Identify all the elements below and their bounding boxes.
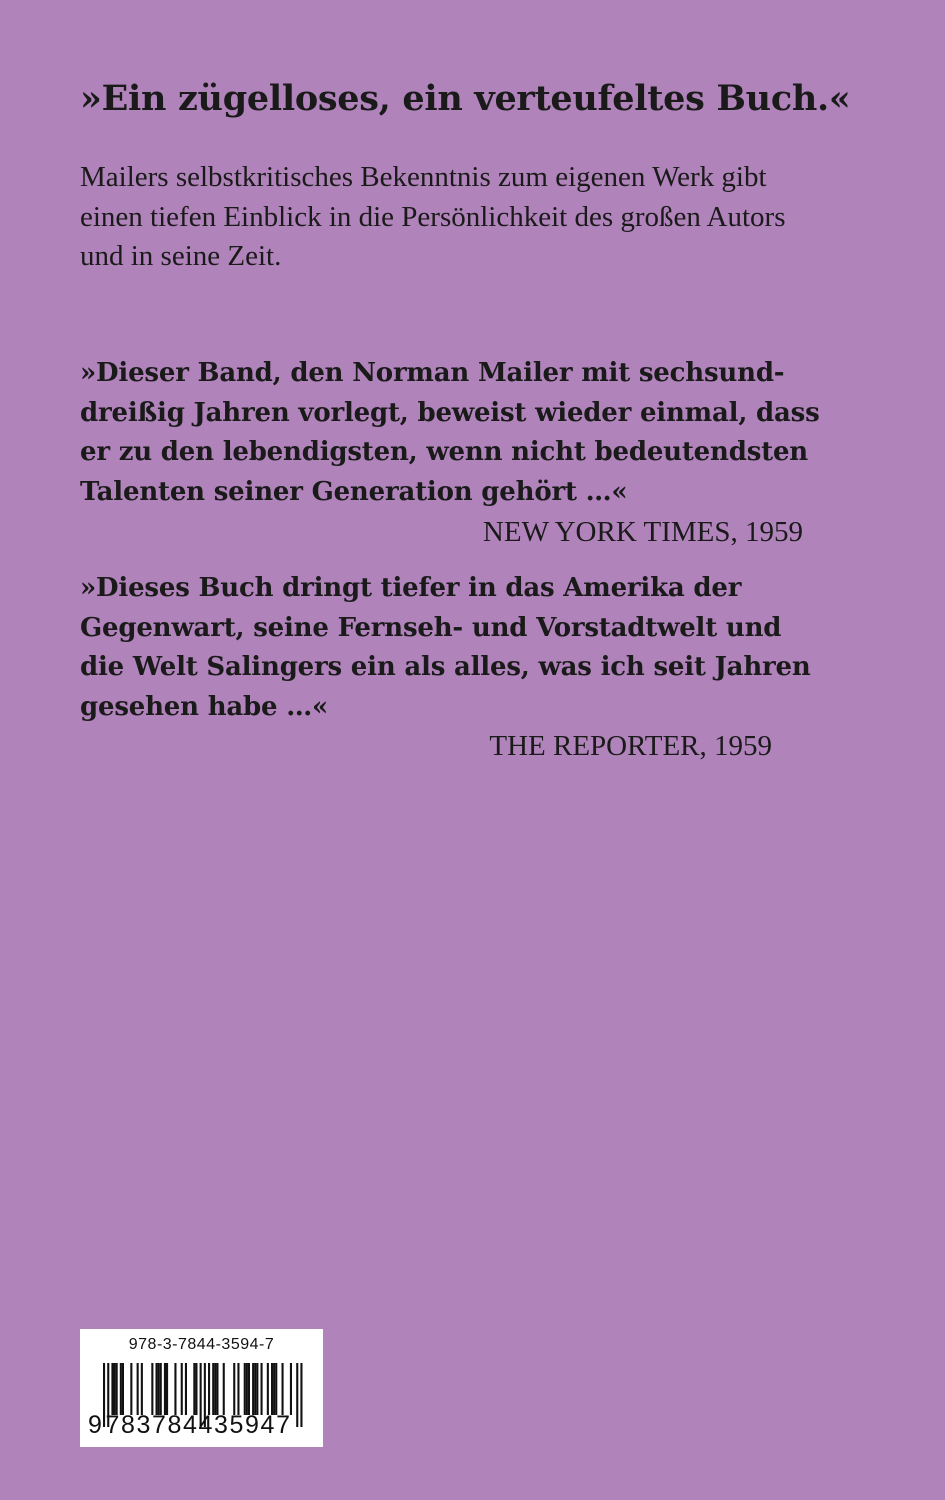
barcode-bar xyxy=(244,1363,246,1415)
isbn-barcode xyxy=(80,1329,323,1447)
barcode-bar xyxy=(300,1363,302,1427)
barcode-bar xyxy=(156,1363,158,1415)
barcode-bar xyxy=(122,1363,124,1415)
barcode-bar xyxy=(160,1363,162,1415)
barcode-bar xyxy=(214,1363,216,1415)
barcode-bar xyxy=(246,1363,248,1415)
barcode-bar xyxy=(185,1363,187,1415)
barcode-bar xyxy=(223,1363,225,1415)
barcode-bar xyxy=(116,1363,118,1415)
blurb-line: Mailers selbstkritisches Bekenntnis zum eigenen Werk gibt xyxy=(80,161,767,193)
quote-line: die Welt Salingers ein als alles, was ich seit Jahren xyxy=(80,652,811,682)
review-quote-1 xyxy=(80,354,840,512)
barcode-bar xyxy=(256,1363,258,1415)
barcode-bar xyxy=(267,1363,269,1415)
barcode-bar xyxy=(212,1363,214,1415)
barcode-bar xyxy=(111,1363,113,1415)
headline: »Ein zügelloses, ein verteufeltes Buch.« xyxy=(80,78,851,119)
barcode-bar xyxy=(174,1363,176,1415)
isbn-number: 978-3-7844-3594-7 xyxy=(128,1336,275,1353)
blurb-line: einen tiefen Einblick in die Persönlichkeit des großen Autors xyxy=(80,200,786,233)
barcode-bar xyxy=(296,1363,298,1427)
barcode-bar xyxy=(282,1363,284,1415)
barcode-bar xyxy=(181,1363,183,1415)
quote-line: Talenten seiner Generation gehört …« xyxy=(80,476,628,507)
quote-line: dreißig Jahren vorlegt, beweist wieder einmal, dass xyxy=(80,397,820,428)
barcode-bar xyxy=(208,1363,210,1415)
quote-line: »Dieses Buch dringt tiefer in das Amerika der xyxy=(80,573,742,603)
barcode-bar xyxy=(151,1363,153,1415)
barcode-bar xyxy=(237,1363,239,1415)
barcode-bar xyxy=(248,1363,250,1415)
barcode-bar xyxy=(233,1363,235,1415)
barcode-bar xyxy=(195,1363,197,1415)
barcode-bar xyxy=(273,1363,275,1415)
barcode-bar xyxy=(193,1363,195,1415)
barcode-bar xyxy=(130,1363,132,1415)
quote-line: Gegenwart, seine Fernseh- und Vorstadtwelt und xyxy=(80,612,782,643)
barcode-digit-first: 9 xyxy=(88,1411,104,1439)
barcode-bar xyxy=(271,1363,273,1415)
quote-line: er zu den lebendigsten, wenn nicht bedeutendsten xyxy=(80,437,808,467)
barcode-digits-right: 435947 xyxy=(198,1411,292,1439)
barcode-digits xyxy=(88,1411,292,1440)
barcode-bar xyxy=(120,1363,122,1415)
barcode-bar xyxy=(166,1363,168,1415)
barcode-digits-left: 783784 xyxy=(105,1411,199,1439)
quote-line: »Dieser Band, den Norman Mailer mit sechsund- xyxy=(80,358,785,388)
barcode-bar xyxy=(141,1363,143,1415)
review-quote-2 xyxy=(80,569,840,727)
barcode-bar xyxy=(252,1363,254,1415)
barcode-bar xyxy=(290,1363,292,1415)
quote-source-1: NEW YORK TIMES, 1959 xyxy=(482,516,803,548)
barcode-bar xyxy=(114,1363,116,1415)
barcode-bar xyxy=(216,1363,218,1415)
barcode-bar xyxy=(158,1363,160,1415)
quote-source-2: THE REPORTER, 1959 xyxy=(489,730,772,762)
barcode-bar xyxy=(137,1363,139,1415)
quote-line: gesehen habe …« xyxy=(80,691,329,722)
barcode-bar xyxy=(164,1363,166,1415)
blurb-line: und in seine Zeit. xyxy=(80,240,282,272)
barcode-bar xyxy=(275,1363,277,1415)
blurb xyxy=(80,158,840,277)
barcode-bar xyxy=(254,1363,256,1415)
barcode-bar xyxy=(261,1363,263,1415)
